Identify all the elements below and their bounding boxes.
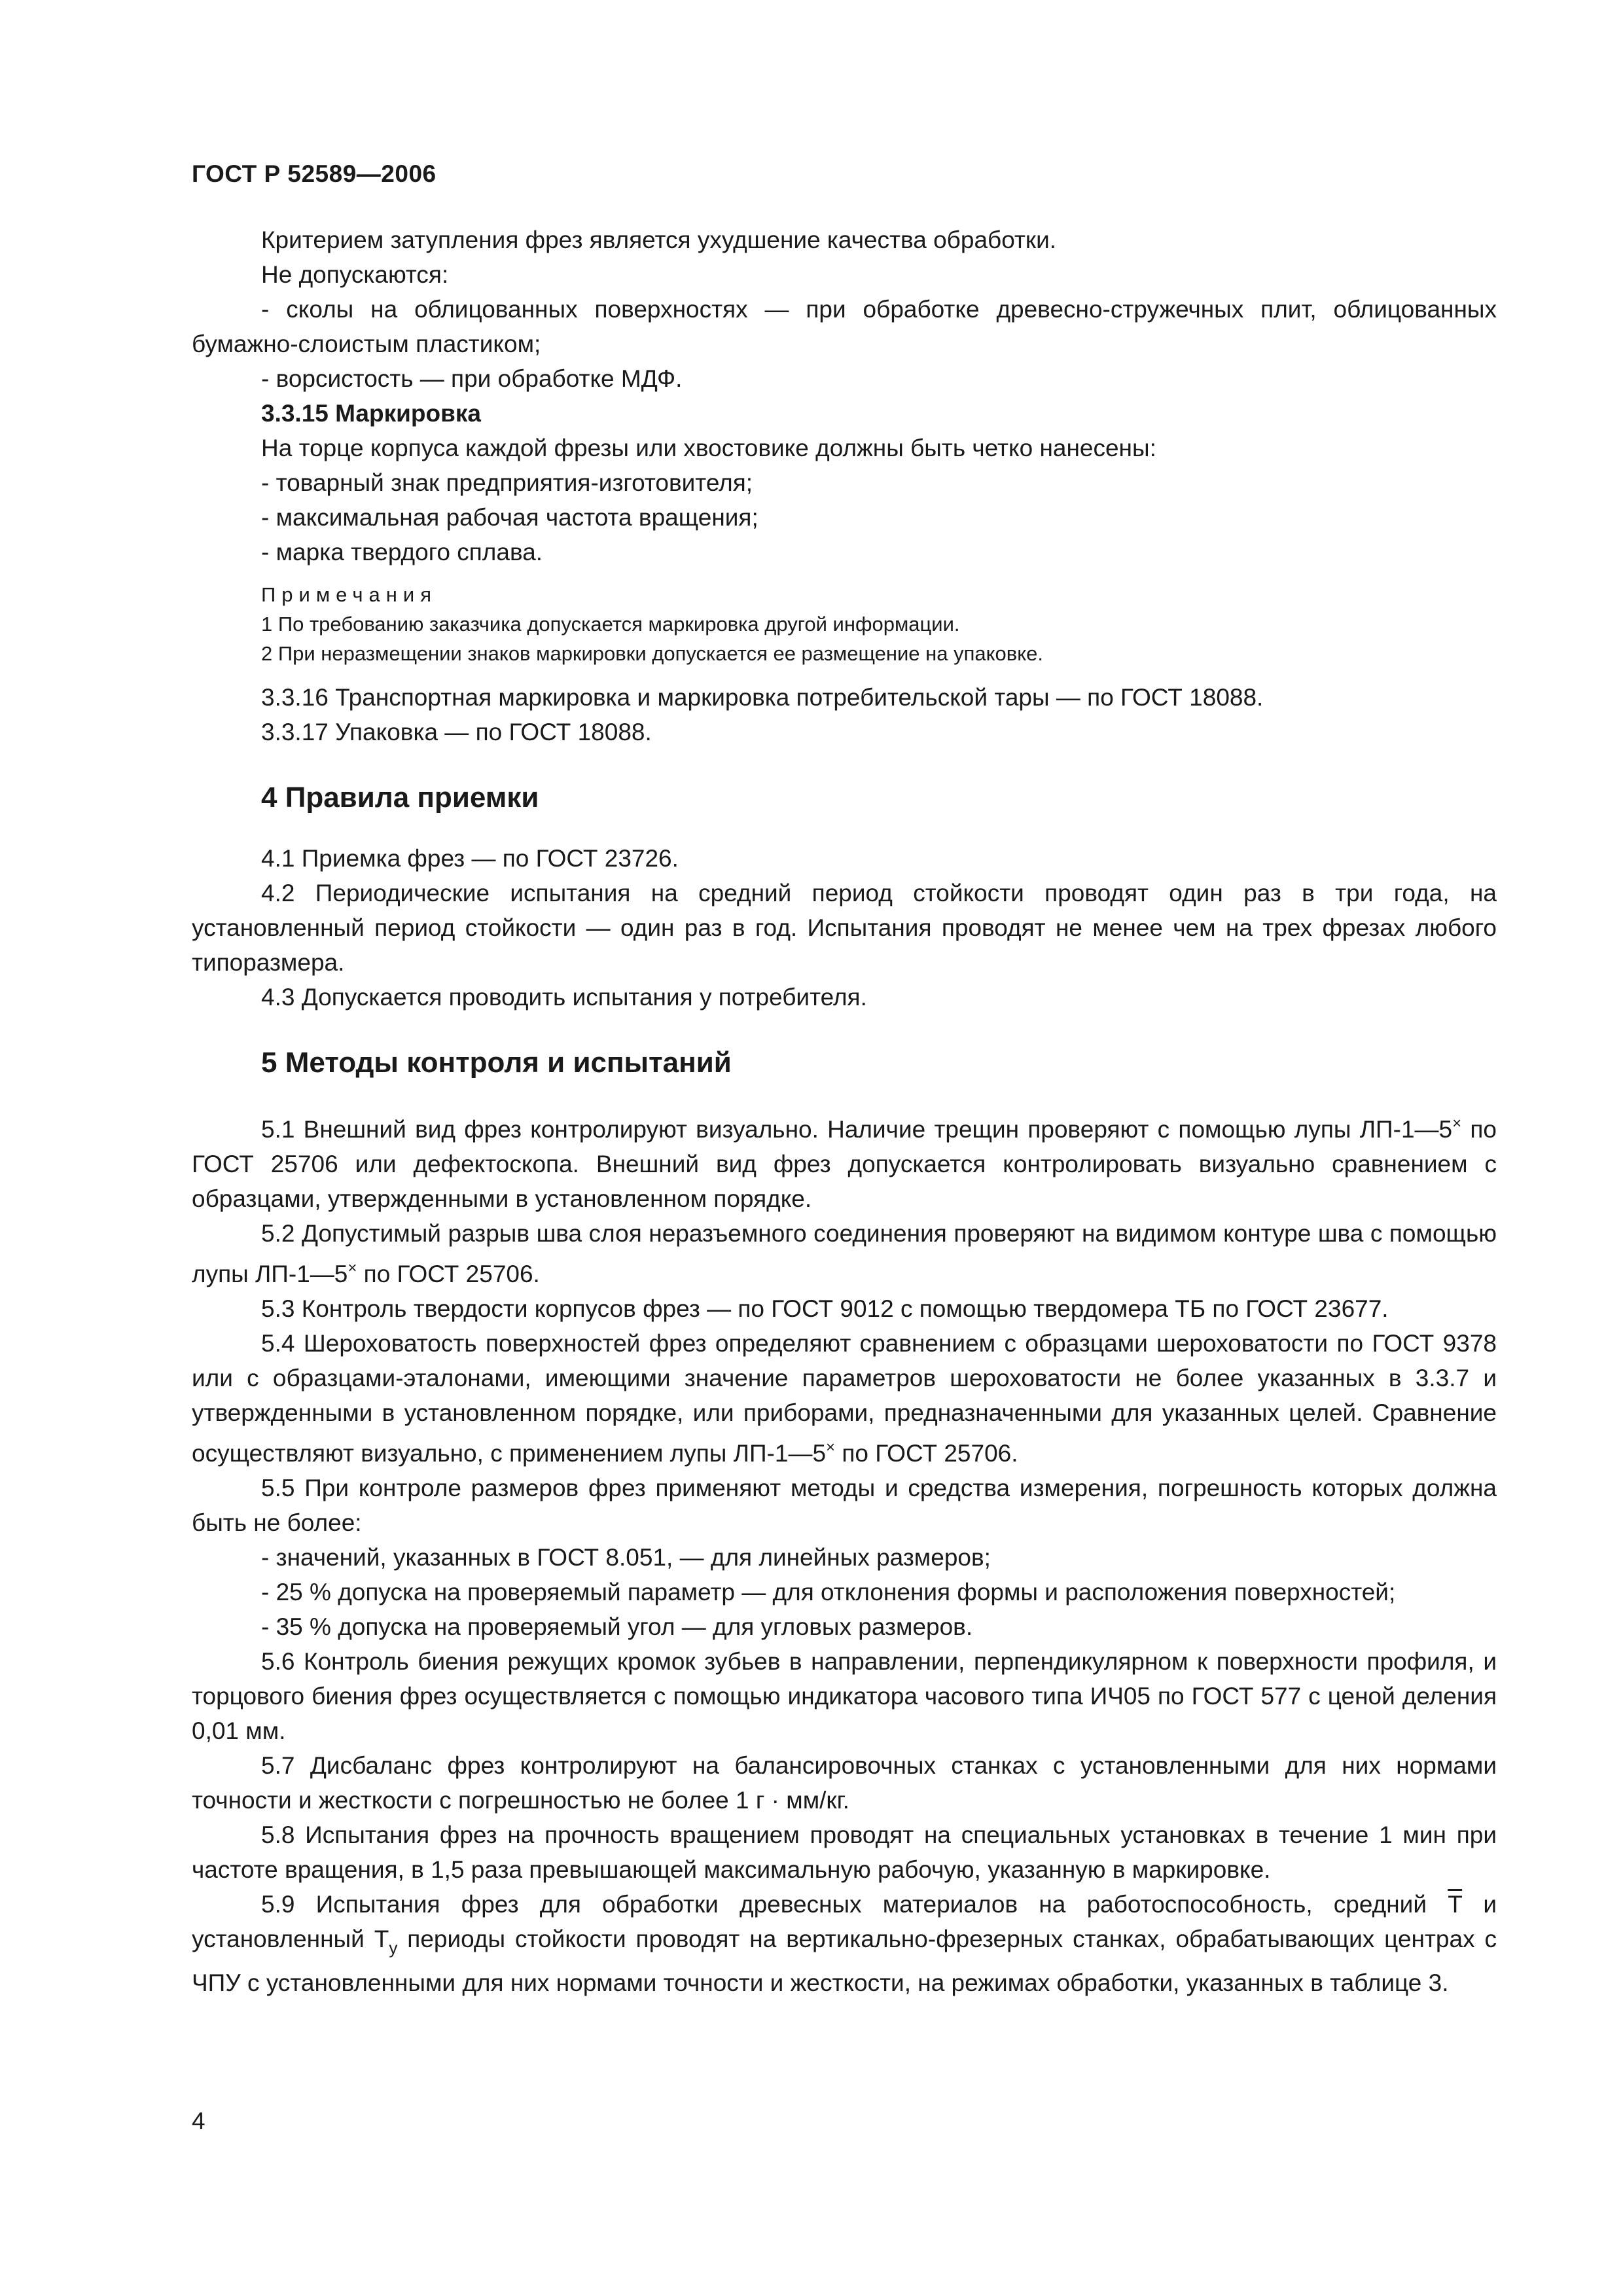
text-span: по ГОСТ 25706. bbox=[357, 1261, 540, 1287]
paragraph: 3.3.16 Транспортная маркировка и маркировка потребительской тары — по ГОСТ 18088. bbox=[261, 684, 1264, 711]
section-heading: 4 Правила приемки bbox=[261, 781, 539, 814]
subsection-number: 3.3.15 bbox=[261, 400, 329, 427]
document-header: ГОСТ Р 52589—2006 bbox=[192, 160, 437, 187]
text-span: периоды стойкости проводят на вертикально-фрезерных станках, обрабатывающих центрах с ЧПУ с установленными для них нормами точности и жесткости, на режимах обработки, указанных в таблице 3. bbox=[192, 1926, 1497, 1996]
paragraph: 4.2 Периодические испытания на средний период стойкости проводят один раз в три года, на установленный период стойкости — один раз в год. Испытания проводят не менее чем на трех фрезах любого типоразмера. bbox=[192, 880, 1497, 976]
paragraph: 3.3.17 Упаковка — по ГОСТ 18088. bbox=[261, 719, 652, 745]
paragraph: 5.8 Испытания фрез на прочность вращением проводят на специальных установках в течение 1 мин при частоте вращения, в 1,5 раза превышающей максимальную рабочую, указанную в маркировке. bbox=[192, 1821, 1497, 1883]
superscript-times: × bbox=[826, 1439, 836, 1456]
text-span: по ГОСТ 25706. bbox=[835, 1440, 1018, 1467]
notes-block bbox=[192, 580, 1497, 668]
text-span: 5.4 Шероховатость поверхностей фрез определяют сравнением с образцами шероховатости по ГОСТ 9378 или с образцами-эталонами, имеющими значение параметров шероховатости не более указанных в 3.3.7 и утвержденными в установленном порядке, или приборами, предназначенными для указанных целей. Сравнение осуществляют визуально, с применением лупы ЛП-1—5 bbox=[192, 1330, 1497, 1467]
paragraph: Не допускаются: bbox=[261, 261, 449, 288]
paragraph: 5.3 Контроль твердости корпусов фрез — по ГОСТ 9012 с помощью твердомера ТБ по ГОСТ 23677. bbox=[261, 1295, 1389, 1322]
paragraph: 5.6 Контроль биения режущих кромок зубьев в направлении, перпендикулярном к поверхности профиля, и торцового биения фрез осуществляется с помощью индикатора часового типа ИЧ05 по ГОСТ 577 с ценой деления 0,01 мм. bbox=[192, 1648, 1497, 1744]
paragraph: 4.3 Допускается проводить испытания у потребителя. bbox=[261, 984, 867, 1011]
text-span: по ГОСТ 25706 или дефектоскопа. Внешний вид фрез допускается контролировать визуально сравнением с образцами, утвержденными в установленном порядке. bbox=[192, 1116, 1497, 1212]
list-item: - значений, указанных в ГОСТ 8.051, — для линейных размеров; bbox=[261, 1544, 991, 1571]
notes-title: Примечания bbox=[261, 583, 437, 606]
note-item: 2 При неразмещении знаков маркировки допускается ее размещение на упаковке. bbox=[261, 642, 1044, 665]
paragraph bbox=[192, 1887, 1497, 2000]
subscript-y: у bbox=[389, 1938, 398, 1958]
text-span: 5.1 Внешний вид фрез контролируют визуально. Наличие трещин проверяют с помощью лупы ЛП-1—5 bbox=[261, 1116, 1453, 1143]
text-span: и установленный T bbox=[192, 1891, 1497, 1952]
list-item: - 25 % допуска на проверяемый параметр — для отклонения формы и расположения поверхностей; bbox=[261, 1579, 1396, 1605]
page-number: 4 bbox=[192, 2108, 205, 2134]
paragraph: 4.1 Приемка фрез — по ГОСТ 23726. bbox=[261, 845, 679, 872]
paragraph bbox=[192, 1216, 1497, 1291]
paragraph: Критерием затупления фрез является ухудшение качества обработки. bbox=[261, 226, 1057, 253]
note-item: 1 По требованию заказчика допускается маркировка другой информации. bbox=[261, 613, 960, 636]
list-item: - марка твердого сплава. bbox=[261, 539, 543, 565]
paragraph: На торце корпуса каждой фрезы или хвостовике должны быть четко нанесены: bbox=[261, 435, 1156, 461]
paragraph bbox=[192, 1326, 1497, 1471]
page-content bbox=[192, 223, 1497, 2000]
paragraph bbox=[192, 1106, 1497, 1216]
subsection-heading bbox=[192, 396, 1497, 431]
section-heading: 5 Методы контроля и испытаний bbox=[261, 1047, 732, 1079]
section-heading-wrap bbox=[192, 778, 1497, 817]
text-span: 5.2 Допустимый разрыв шва слоя неразъемного соединения проверяют на видимом контуре шва с помощью лупы ЛП-1—5 bbox=[192, 1220, 1497, 1287]
paragraph: - ворсистость — при обработке МДФ. bbox=[261, 365, 683, 392]
list-item: - товарный знак предприятия-изготовителя; bbox=[261, 469, 753, 496]
superscript-times: × bbox=[1452, 1115, 1462, 1132]
section-heading-wrap bbox=[192, 1043, 1497, 1083]
paragraph: 5.7 Дисбаланс фрез контролируют на балансировочных станках с установленными для них нормами точности и жесткости с погрешностью не более 1 г · мм/кг. bbox=[192, 1752, 1497, 1814]
subsection-title: Маркировка bbox=[335, 400, 481, 427]
list-item: - максимальная рабочая частота вращения; bbox=[261, 504, 758, 531]
symbol-t-mean: $\overline{T}$ bbox=[1448, 1891, 1463, 1918]
paragraph: 5.5 При контроле размеров фрез применяют методы и средства измерения, погрешность которых должна быть не более: bbox=[192, 1475, 1497, 1536]
list-item: - 35 % допуска на проверяемый угол — для угловых размеров. bbox=[261, 1613, 973, 1640]
superscript-times: × bbox=[348, 1259, 357, 1277]
text-span: 5.9 Испытания фрез для обработки древесных материалов на работоспособность, средний bbox=[261, 1891, 1448, 1918]
paragraph: - сколы на облицованных поверхностях — при обработке древесно-стружечных плит, облицованных бумажно-слоистым пластиком; bbox=[192, 296, 1497, 357]
